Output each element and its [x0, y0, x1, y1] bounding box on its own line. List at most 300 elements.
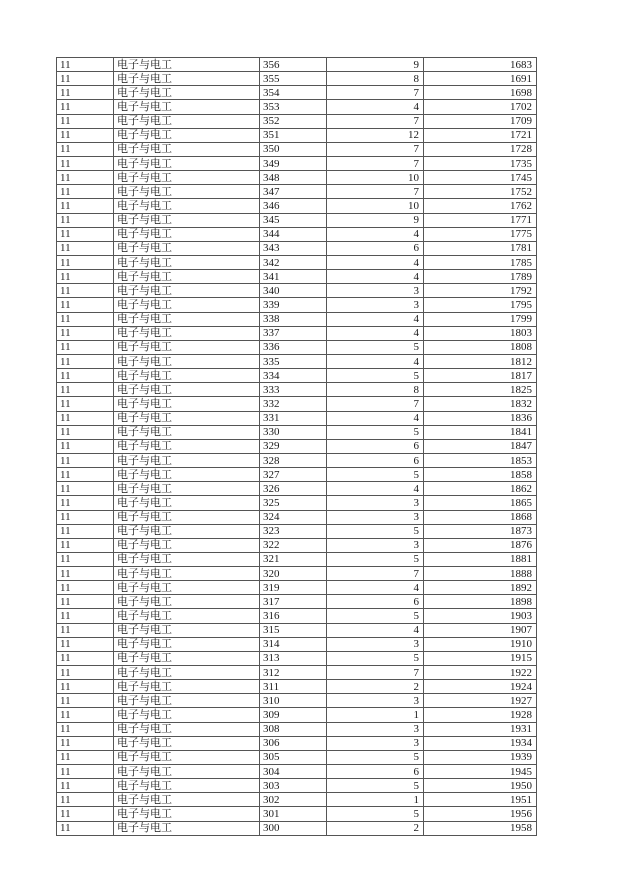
score-cell: 350 [260, 142, 327, 156]
table-row [57, 72, 537, 86]
category-code-cell: 11 [57, 171, 114, 185]
table-row [57, 425, 537, 439]
score-cell: 351 [260, 128, 327, 142]
table-row [57, 524, 537, 538]
count-cell: 4 [327, 100, 424, 114]
category-code-cell: 11 [57, 270, 114, 284]
category-code-cell: 11 [57, 298, 114, 312]
table-row [57, 298, 537, 312]
table-row [57, 793, 537, 807]
category-name-cell: 电子与电工 [114, 171, 260, 185]
score-cell: 312 [260, 666, 327, 680]
score-cell: 331 [260, 411, 327, 425]
count-cell: 3 [327, 510, 424, 524]
table-row [57, 185, 537, 199]
count-cell: 5 [327, 524, 424, 538]
category-name-cell: 电子与电工 [114, 595, 260, 609]
score-cell: 347 [260, 185, 327, 199]
table-row [57, 241, 537, 255]
category-code-cell: 11 [57, 750, 114, 764]
category-code-cell: 11 [57, 411, 114, 425]
score-cell: 343 [260, 241, 327, 255]
cumulative-count-cell: 1832 [424, 397, 537, 411]
score-cell: 352 [260, 114, 327, 128]
category-name-cell: 电子与电工 [114, 821, 260, 835]
count-cell: 3 [327, 298, 424, 312]
score-cell: 329 [260, 439, 327, 453]
category-name-cell: 电子与电工 [114, 736, 260, 750]
category-name-cell: 电子与电工 [114, 722, 260, 736]
score-cell: 355 [260, 72, 327, 86]
category-code-cell: 11 [57, 354, 114, 368]
score-cell: 348 [260, 171, 327, 185]
score-cell: 317 [260, 595, 327, 609]
count-cell: 7 [327, 156, 424, 170]
cumulative-count-cell: 1771 [424, 213, 537, 227]
category-name-cell: 电子与电工 [114, 581, 260, 595]
count-cell: 8 [327, 72, 424, 86]
category-code-cell: 11 [57, 199, 114, 213]
category-name-cell: 电子与电工 [114, 241, 260, 255]
score-cell: 328 [260, 453, 327, 467]
score-cell: 338 [260, 312, 327, 326]
score-cell: 327 [260, 468, 327, 482]
count-cell: 7 [327, 142, 424, 156]
category-code-cell: 11 [57, 807, 114, 821]
table-row [57, 86, 537, 100]
count-cell: 5 [327, 750, 424, 764]
category-name-cell: 电子与电工 [114, 750, 260, 764]
table-row [57, 411, 537, 425]
score-cell: 335 [260, 354, 327, 368]
score-cell: 300 [260, 821, 327, 835]
category-code-cell: 11 [57, 651, 114, 665]
category-code-cell: 11 [57, 312, 114, 326]
category-name-cell: 电子与电工 [114, 694, 260, 708]
category-name-cell: 电子与电工 [114, 425, 260, 439]
category-name-cell: 电子与电工 [114, 156, 260, 170]
cumulative-count-cell: 1683 [424, 58, 537, 72]
table-row [57, 340, 537, 354]
table-row [57, 722, 537, 736]
cumulative-count-cell: 1915 [424, 651, 537, 665]
count-cell: 5 [327, 425, 424, 439]
category-code-cell: 11 [57, 468, 114, 482]
count-cell: 4 [327, 326, 424, 340]
cumulative-count-cell: 1907 [424, 623, 537, 637]
score-cell: 325 [260, 496, 327, 510]
cumulative-count-cell: 1950 [424, 779, 537, 793]
cumulative-count-cell: 1931 [424, 722, 537, 736]
table-row [57, 270, 537, 284]
category-name-cell: 电子与电工 [114, 538, 260, 552]
table-row [57, 171, 537, 185]
score-cell: 302 [260, 793, 327, 807]
count-cell: 4 [327, 227, 424, 241]
category-name-cell: 电子与电工 [114, 567, 260, 581]
count-cell: 7 [327, 185, 424, 199]
category-name-cell: 电子与电工 [114, 793, 260, 807]
score-cell: 344 [260, 227, 327, 241]
count-cell: 7 [327, 567, 424, 581]
count-cell: 5 [327, 609, 424, 623]
cumulative-count-cell: 1812 [424, 354, 537, 368]
category-code-cell: 11 [57, 609, 114, 623]
category-code-cell: 11 [57, 86, 114, 100]
category-name-cell: 电子与电工 [114, 765, 260, 779]
cumulative-count-cell: 1892 [424, 581, 537, 595]
score-cell: 337 [260, 326, 327, 340]
score-distribution-table [56, 57, 537, 836]
cumulative-count-cell: 1735 [424, 156, 537, 170]
cumulative-count-cell: 1836 [424, 411, 537, 425]
category-name-cell: 电子与电工 [114, 213, 260, 227]
cumulative-count-cell: 1825 [424, 383, 537, 397]
table-row [57, 213, 537, 227]
category-name-cell: 电子与电工 [114, 114, 260, 128]
count-cell: 7 [327, 397, 424, 411]
count-cell: 7 [327, 86, 424, 100]
score-cell: 334 [260, 369, 327, 383]
count-cell: 7 [327, 666, 424, 680]
category-name-cell: 电子与电工 [114, 666, 260, 680]
category-name-cell: 电子与电工 [114, 708, 260, 722]
category-code-cell: 11 [57, 552, 114, 566]
cumulative-count-cell: 1945 [424, 765, 537, 779]
category-name-cell: 电子与电工 [114, 453, 260, 467]
cumulative-count-cell: 1924 [424, 680, 537, 694]
category-code-cell: 11 [57, 255, 114, 269]
table-row [57, 312, 537, 326]
category-code-cell: 11 [57, 383, 114, 397]
table-row [57, 666, 537, 680]
count-cell: 4 [327, 312, 424, 326]
count-cell: 9 [327, 58, 424, 72]
table-row [57, 609, 537, 623]
category-code-cell: 11 [57, 482, 114, 496]
cumulative-count-cell: 1868 [424, 510, 537, 524]
category-code-cell: 11 [57, 538, 114, 552]
score-cell: 336 [260, 340, 327, 354]
score-cell: 315 [260, 623, 327, 637]
category-code-cell: 11 [57, 453, 114, 467]
count-cell: 6 [327, 595, 424, 609]
category-code-cell: 11 [57, 128, 114, 142]
cumulative-count-cell: 1928 [424, 708, 537, 722]
category-code-cell: 11 [57, 425, 114, 439]
table-row [57, 708, 537, 722]
cumulative-count-cell: 1865 [424, 496, 537, 510]
count-cell: 3 [327, 637, 424, 651]
category-code-cell: 11 [57, 227, 114, 241]
cumulative-count-cell: 1862 [424, 482, 537, 496]
cumulative-count-cell: 1888 [424, 567, 537, 581]
category-code-cell: 11 [57, 213, 114, 227]
category-name-cell: 电子与电工 [114, 482, 260, 496]
table-row [57, 199, 537, 213]
score-cell: 310 [260, 694, 327, 708]
category-code-cell: 11 [57, 722, 114, 736]
cumulative-count-cell: 1910 [424, 637, 537, 651]
score-cell: 313 [260, 651, 327, 665]
category-code-cell: 11 [57, 439, 114, 453]
count-cell: 5 [327, 369, 424, 383]
table-row [57, 680, 537, 694]
cumulative-count-cell: 1728 [424, 142, 537, 156]
category-code-cell: 11 [57, 241, 114, 255]
count-cell: 4 [327, 581, 424, 595]
cumulative-count-cell: 1817 [424, 369, 537, 383]
score-cell: 311 [260, 680, 327, 694]
category-code-cell: 11 [57, 340, 114, 354]
category-name-cell: 电子与电工 [114, 340, 260, 354]
score-cell: 303 [260, 779, 327, 793]
category-name-cell: 电子与电工 [114, 86, 260, 100]
cumulative-count-cell: 1721 [424, 128, 537, 142]
table-row [57, 326, 537, 340]
cumulative-count-cell: 1789 [424, 270, 537, 284]
category-code-cell: 11 [57, 623, 114, 637]
cumulative-count-cell: 1956 [424, 807, 537, 821]
score-cell: 323 [260, 524, 327, 538]
table-row [57, 397, 537, 411]
table-row [57, 779, 537, 793]
count-cell: 4 [327, 482, 424, 496]
count-cell: 4 [327, 354, 424, 368]
count-cell: 1 [327, 793, 424, 807]
score-cell: 306 [260, 736, 327, 750]
cumulative-count-cell: 1808 [424, 340, 537, 354]
score-cell: 333 [260, 383, 327, 397]
count-cell: 5 [327, 779, 424, 793]
score-table-body [57, 58, 537, 836]
table-row [57, 581, 537, 595]
category-code-cell: 11 [57, 708, 114, 722]
cumulative-count-cell: 1709 [424, 114, 537, 128]
cumulative-count-cell: 1922 [424, 666, 537, 680]
table-row [57, 482, 537, 496]
category-code-cell: 11 [57, 821, 114, 835]
category-code-cell: 11 [57, 58, 114, 72]
category-name-cell: 电子与电工 [114, 439, 260, 453]
score-cell: 301 [260, 807, 327, 821]
table-row [57, 694, 537, 708]
cumulative-count-cell: 1951 [424, 793, 537, 807]
cumulative-count-cell: 1785 [424, 255, 537, 269]
table-row [57, 439, 537, 453]
table-row [57, 100, 537, 114]
score-cell: 320 [260, 567, 327, 581]
cumulative-count-cell: 1795 [424, 298, 537, 312]
table-row [57, 821, 537, 835]
category-code-cell: 11 [57, 666, 114, 680]
table-row [57, 369, 537, 383]
category-name-cell: 电子与电工 [114, 609, 260, 623]
score-cell: 342 [260, 255, 327, 269]
category-name-cell: 电子与电工 [114, 779, 260, 793]
table-row [57, 736, 537, 750]
score-cell: 346 [260, 199, 327, 213]
score-cell: 322 [260, 538, 327, 552]
category-name-cell: 电子与电工 [114, 468, 260, 482]
count-cell: 12 [327, 128, 424, 142]
score-cell: 326 [260, 482, 327, 496]
category-name-cell: 电子与电工 [114, 510, 260, 524]
category-name-cell: 电子与电工 [114, 270, 260, 284]
score-cell: 340 [260, 284, 327, 298]
count-cell: 3 [327, 538, 424, 552]
category-name-cell: 电子与电工 [114, 524, 260, 538]
cumulative-count-cell: 1792 [424, 284, 537, 298]
category-name-cell: 电子与电工 [114, 326, 260, 340]
cumulative-count-cell: 1858 [424, 468, 537, 482]
count-cell: 4 [327, 411, 424, 425]
count-cell: 10 [327, 199, 424, 213]
cumulative-count-cell: 1745 [424, 171, 537, 185]
score-cell: 330 [260, 425, 327, 439]
cumulative-count-cell: 1927 [424, 694, 537, 708]
category-name-cell: 电子与电工 [114, 369, 260, 383]
category-name-cell: 电子与电工 [114, 72, 260, 86]
category-code-cell: 11 [57, 637, 114, 651]
category-name-cell: 电子与电工 [114, 185, 260, 199]
table-row [57, 750, 537, 764]
category-name-cell: 电子与电工 [114, 58, 260, 72]
score-cell: 321 [260, 552, 327, 566]
score-cell: 339 [260, 298, 327, 312]
count-cell: 3 [327, 736, 424, 750]
cumulative-count-cell: 1799 [424, 312, 537, 326]
table-row [57, 114, 537, 128]
cumulative-count-cell: 1847 [424, 439, 537, 453]
category-name-cell: 电子与电工 [114, 552, 260, 566]
count-cell: 4 [327, 623, 424, 637]
table-row [57, 128, 537, 142]
score-cell: 316 [260, 609, 327, 623]
count-cell: 2 [327, 680, 424, 694]
cumulative-count-cell: 1873 [424, 524, 537, 538]
table-row [57, 468, 537, 482]
table-row [57, 651, 537, 665]
score-cell: 356 [260, 58, 327, 72]
table-row [57, 552, 537, 566]
score-cell: 341 [260, 270, 327, 284]
category-code-cell: 11 [57, 793, 114, 807]
category-name-cell: 电子与电工 [114, 623, 260, 637]
score-cell: 308 [260, 722, 327, 736]
category-code-cell: 11 [57, 326, 114, 340]
score-cell: 305 [260, 750, 327, 764]
cumulative-count-cell: 1775 [424, 227, 537, 241]
count-cell: 3 [327, 496, 424, 510]
category-code-cell: 11 [57, 595, 114, 609]
count-cell: 1 [327, 708, 424, 722]
cumulative-count-cell: 1903 [424, 609, 537, 623]
category-name-cell: 电子与电工 [114, 255, 260, 269]
cumulative-count-cell: 1898 [424, 595, 537, 609]
category-code-cell: 11 [57, 524, 114, 538]
cumulative-count-cell: 1939 [424, 750, 537, 764]
score-cell: 309 [260, 708, 327, 722]
table-row [57, 637, 537, 651]
category-name-cell: 电子与电工 [114, 284, 260, 298]
count-cell: 3 [327, 722, 424, 736]
category-name-cell: 电子与电工 [114, 354, 260, 368]
category-code-cell: 11 [57, 765, 114, 779]
count-cell: 4 [327, 270, 424, 284]
table-row [57, 58, 537, 72]
count-cell: 8 [327, 383, 424, 397]
cumulative-count-cell: 1958 [424, 821, 537, 835]
score-cell: 319 [260, 581, 327, 595]
category-name-cell: 电子与电工 [114, 312, 260, 326]
count-cell: 5 [327, 552, 424, 566]
count-cell: 3 [327, 694, 424, 708]
score-cell: 345 [260, 213, 327, 227]
table-row [57, 255, 537, 269]
table-row [57, 453, 537, 467]
count-cell: 6 [327, 765, 424, 779]
count-cell: 7 [327, 114, 424, 128]
category-code-cell: 11 [57, 510, 114, 524]
category-code-cell: 11 [57, 185, 114, 199]
score-cell: 324 [260, 510, 327, 524]
table-row [57, 227, 537, 241]
category-code-cell: 11 [57, 496, 114, 510]
category-code-cell: 11 [57, 694, 114, 708]
category-code-cell: 11 [57, 72, 114, 86]
cumulative-count-cell: 1876 [424, 538, 537, 552]
cumulative-count-cell: 1762 [424, 199, 537, 213]
count-cell: 10 [327, 171, 424, 185]
score-cell: 353 [260, 100, 327, 114]
category-name-cell: 电子与电工 [114, 807, 260, 821]
count-cell: 4 [327, 255, 424, 269]
count-cell: 5 [327, 807, 424, 821]
table-row [57, 496, 537, 510]
category-code-cell: 11 [57, 581, 114, 595]
category-name-cell: 电子与电工 [114, 637, 260, 651]
score-cell: 349 [260, 156, 327, 170]
category-name-cell: 电子与电工 [114, 199, 260, 213]
category-code-cell: 11 [57, 567, 114, 581]
category-code-cell: 11 [57, 100, 114, 114]
table-row [57, 354, 537, 368]
count-cell: 3 [327, 284, 424, 298]
cumulative-count-cell: 1934 [424, 736, 537, 750]
table-row [57, 284, 537, 298]
score-cell: 304 [260, 765, 327, 779]
category-name-cell: 电子与电工 [114, 128, 260, 142]
count-cell: 6 [327, 439, 424, 453]
category-code-cell: 11 [57, 736, 114, 750]
count-cell: 2 [327, 821, 424, 835]
table-row [57, 623, 537, 637]
cumulative-count-cell: 1691 [424, 72, 537, 86]
category-name-cell: 电子与电工 [114, 227, 260, 241]
count-cell: 5 [327, 651, 424, 665]
category-code-cell: 11 [57, 284, 114, 298]
table-row [57, 595, 537, 609]
category-name-cell: 电子与电工 [114, 100, 260, 114]
score-cell: 354 [260, 86, 327, 100]
category-name-cell: 电子与电工 [114, 142, 260, 156]
category-name-cell: 电子与电工 [114, 496, 260, 510]
cumulative-count-cell: 1803 [424, 326, 537, 340]
category-code-cell: 11 [57, 397, 114, 411]
table-row [57, 510, 537, 524]
category-code-cell: 11 [57, 369, 114, 383]
